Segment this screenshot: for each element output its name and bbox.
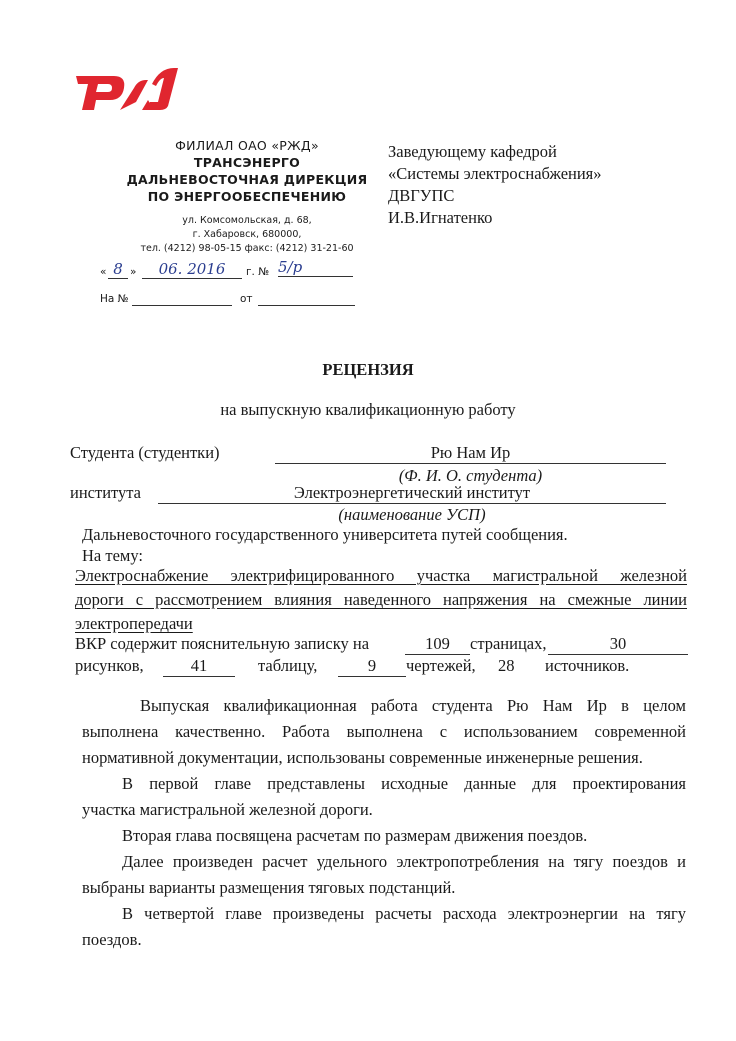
figures-count: 30 — [548, 634, 688, 655]
pages-count: 109 — [405, 634, 470, 655]
date-day: 8 — [108, 260, 128, 279]
body-line: участка магистральной железной дороги. — [82, 800, 373, 819]
topic-label: На тему: — [82, 546, 143, 565]
tables-label: таблицу, — [258, 656, 318, 675]
ref-label: На № — [100, 293, 129, 305]
number-label: г. № — [246, 266, 270, 278]
review-body — [82, 693, 686, 953]
date-number-line — [100, 258, 355, 282]
figures-label: рисунков, — [75, 656, 144, 675]
recipient — [388, 141, 602, 229]
body-line: нормативной документации, использованы современные инженерные решения. — [82, 748, 643, 767]
body-line: выбраны варианты размещения тяговых подстанций. — [82, 878, 456, 897]
pages-label: страницах, — [470, 634, 547, 653]
address-line: ул. Комсомольская, д. 68, — [182, 215, 312, 226]
ref-date-blank — [258, 305, 355, 306]
org-line: ФИЛИАЛ ОАО «РЖД» — [175, 138, 319, 153]
quote-open: « — [100, 266, 107, 278]
quote-close: » — [130, 266, 137, 278]
tables-count: 41 — [163, 656, 235, 677]
recipient-line: ДВГУПС — [388, 186, 455, 205]
org-line: ДАЛЬНЕВОСТОЧНАЯ ДИРЕКЦИЯ — [126, 172, 368, 187]
student-label: Студента (студентки) — [70, 443, 220, 462]
recipient-line: «Системы электроснабжения» — [388, 164, 602, 183]
org-name — [92, 137, 402, 205]
stats-prefix: ВКР содержит пояснительную записку на — [75, 634, 370, 653]
drawings-label: чертежей, — [406, 656, 476, 675]
ref-number-blank — [132, 305, 232, 306]
body-line: Вторая глава посвящена расчетам по размерам движения поездов. — [122, 826, 588, 845]
body-line: В первой главе представлены исходные данные для проектирования — [122, 774, 686, 793]
doc-number: 5/р — [278, 258, 353, 277]
page-subtitle: на выпускную квалификационную работу — [220, 400, 516, 419]
body-line: В четвертой главе произведены расчеты расхода электроэнергии на тягу — [122, 904, 686, 923]
sources-label: источников. — [545, 656, 630, 675]
ref-from-label: от — [240, 293, 253, 305]
recipient-line: И.В.Игнатенко — [388, 208, 493, 227]
date-month-year: 06. 2016 — [142, 260, 242, 279]
topic-line: электропередачи — [75, 614, 193, 633]
address-line: тел. (4212) 98-05-15 факс: (4212) 31-21-60 — [140, 243, 354, 254]
university-name: Дальневосточного государственного университета путей сообщения. — [82, 525, 568, 544]
org-address — [92, 214, 402, 256]
body-line: поездов. — [82, 930, 142, 949]
student-name: Рю Нам Ир — [275, 443, 666, 464]
topic-line: дороги с рассмотрением влияния наведенного напряжения на смежные линии — [75, 590, 687, 609]
body-line: Выпуская квалификационная работа студента Рю Нам Ир в целом — [140, 696, 686, 715]
body-line: Далее произведен расчет удельного электропотребления на тягу поездов и — [122, 852, 686, 871]
page-title: РЕЦЕНЗИЯ — [322, 360, 414, 379]
org-line: ТРАНСЭНЕРГО — [193, 155, 301, 170]
institute-caption: (наименование УСП) — [338, 505, 486, 524]
org-line: ПО ЭНЕРГООБЕСПЕЧЕНИЮ — [147, 189, 347, 204]
sources-count: 28 — [498, 656, 515, 675]
drawings-count: 9 — [338, 656, 406, 677]
recipient-line: Заведующему кафедрой — [388, 142, 557, 161]
institute-name: Электроэнергетический институт — [158, 483, 666, 504]
rzd-logo — [74, 62, 182, 114]
address-line: г. Хабаровск, 680000, — [192, 229, 302, 240]
reference-line — [100, 293, 355, 309]
institute-label: института — [70, 483, 142, 502]
body-line: выполнена качественно. Работа выполнена с использованием современной — [82, 722, 686, 741]
topic-line: Электроснабжение электрифицированного участка магистральной железной — [75, 566, 687, 585]
topic — [75, 564, 687, 636]
student-caption: (Ф. И. О. студента) — [398, 466, 543, 485]
